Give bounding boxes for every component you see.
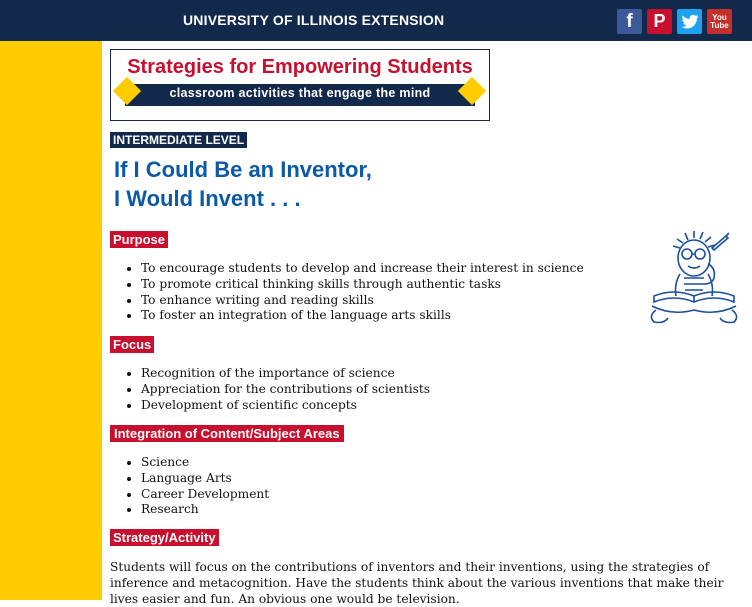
twitter-icon[interactable]	[677, 9, 702, 34]
list-item: • Research	[141, 502, 269, 518]
list-item: • Development of scientific concepts	[141, 398, 430, 414]
lesson-title-line2: I Would Invent . . .	[114, 186, 301, 211]
program-banner	[110, 49, 490, 121]
list-item: • To enhance writing and reading skills	[141, 293, 584, 309]
list-item: • Science	[141, 455, 269, 471]
banner-title: Strategies for Empowering Students	[127, 56, 473, 78]
top-bar	[0, 0, 752, 41]
list-item: • To promote critical thinking skills through authentic tasks	[141, 277, 584, 293]
facebook-icon[interactable]: f	[617, 9, 642, 34]
focus-heading: Focus	[110, 336, 154, 353]
list-item: • To foster an integration of the language arts skills	[141, 308, 584, 324]
youtube-icon[interactable]: You Tube	[707, 9, 732, 34]
twitter-bird-icon	[681, 14, 699, 30]
list-item: • Recognition of the importance of science	[141, 366, 430, 382]
list-item: • Language Arts	[141, 471, 269, 487]
lesson-title-line1: If I Could Be an Inventor,	[114, 157, 372, 182]
lesson-title	[114, 155, 372, 213]
list-item: • To encourage students to develop and increase their interest in science	[141, 261, 584, 277]
pinterest-icon[interactable]: P	[647, 9, 672, 34]
purpose-list	[110, 261, 584, 324]
list-item: • Career Development	[141, 487, 269, 503]
left-sidebar	[0, 41, 102, 600]
focus-list	[110, 366, 430, 413]
student-reading-illustration	[644, 230, 744, 326]
level-badge: INTERMEDIATE LEVEL	[110, 132, 247, 148]
strategy-paragraph: Students will focus on the contributions of inventors and their inventions, using the strategies of inference and metacognition. Have the students think about the various inventions that make their lives easier and fun. An obvious one would be television.	[110, 560, 724, 606]
integration-heading: Integration of Content/Subject Areas	[110, 425, 344, 442]
banner-subtitle: classroom activities that engage the mind	[169, 86, 431, 100]
site-title[interactable]: UNIVERSITY OF ILLINOIS EXTENSION	[183, 12, 445, 28]
list-item: • Appreciation for the contributions of scientists	[141, 382, 430, 398]
integration-list	[110, 455, 269, 518]
purpose-heading: Purpose	[110, 231, 168, 248]
strategy-heading: Strategy/Activity	[110, 529, 219, 546]
